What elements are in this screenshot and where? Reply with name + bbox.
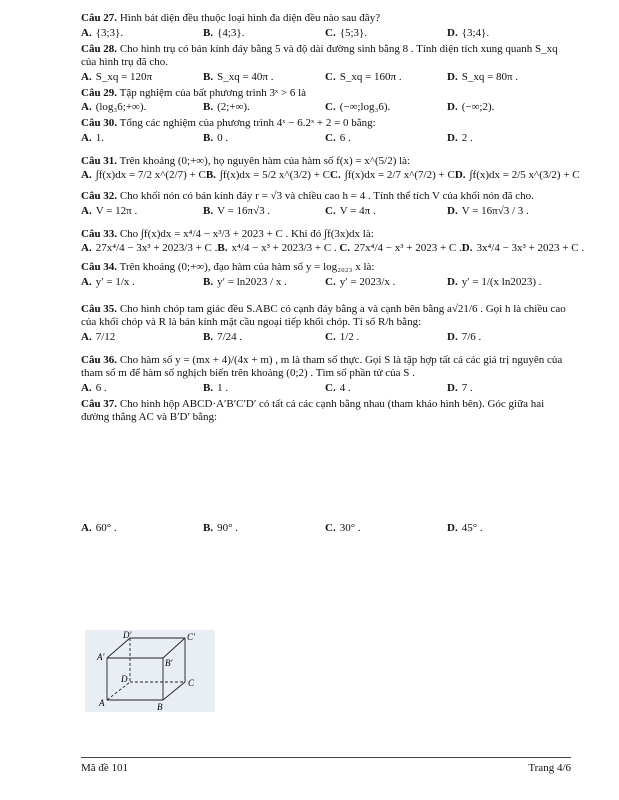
option-c[interactable] — [325, 70, 447, 84]
option-a[interactable] — [81, 131, 203, 145]
option-text: 45° . — [461, 521, 483, 534]
option-d[interactable] — [447, 70, 569, 84]
option-c[interactable] — [339, 241, 461, 255]
option-c[interactable] — [325, 275, 447, 289]
option-text: 1 . — [217, 381, 229, 394]
option-b[interactable] — [203, 381, 325, 395]
question-33 — [81, 227, 585, 256]
option-letter: A. — [81, 204, 92, 217]
option-letter: D. — [447, 101, 458, 113]
option-a[interactable] — [81, 26, 203, 40]
option-letter: A. — [81, 131, 92, 144]
option-d[interactable] — [447, 100, 569, 114]
option-letter: A. — [81, 101, 92, 113]
option-a[interactable] — [81, 241, 217, 255]
option-letter: A. — [81, 381, 92, 394]
option-letter: D. — [447, 131, 458, 144]
question-27 — [81, 12, 571, 40]
answer-options — [81, 381, 571, 395]
option-text: S_xq = 120π — [95, 70, 153, 83]
parallelepiped-diagram — [85, 630, 215, 712]
question-text: Cho hình chóp tam giác đều S.ABC có cạnh đáy bằng a và cạnh bên bằng a√21/6 . Gọi h là chiều cao của khối chóp và R là bán kính mặt cầu ngoại tiếp khối chóp. Tỉ số R/h bằng: — [81, 302, 566, 328]
answer-options — [81, 26, 571, 40]
option-a[interactable] — [81, 204, 203, 218]
option-letter: A. — [81, 169, 92, 181]
answer-options — [81, 70, 571, 84]
question-29 — [81, 87, 571, 115]
option-text: ∫f(x)dx = 2/7 x^(7/2) + C — [344, 169, 455, 181]
option-text: ∫f(x)dx = 7/2 x^(2/7) + C — [95, 169, 206, 181]
option-b[interactable] — [203, 70, 325, 84]
answer-options — [81, 330, 571, 344]
option-c[interactable] — [325, 204, 447, 218]
option-text: {3;3}. — [95, 26, 124, 39]
option-letter: B. — [203, 131, 214, 144]
option-text: x⁴/4 − x³ + 2023/3 + C . — [231, 242, 337, 254]
option-letter: D. — [447, 521, 458, 534]
option-b[interactable] — [203, 275, 325, 289]
option-b[interactable] — [203, 204, 325, 218]
label-A1: A′ — [97, 652, 105, 662]
label-D: D — [121, 674, 128, 684]
option-letter: C. — [325, 330, 336, 343]
answer-options — [81, 131, 571, 145]
option-text: 30° . — [339, 521, 361, 534]
label-A: A — [99, 698, 105, 708]
option-letter: C. — [325, 521, 336, 534]
exam-page — [81, 12, 585, 538]
question-text: Tổng các nghiệm của phương trình 4ˣ − 6.2ˣ + 2 = 0 bằng: — [119, 117, 376, 129]
question-text: Cho hình hộp ABCD·A′B′C′D′ có tất cả các cạnh bằng nhau (tham khảo hình bên). Góc giữa hai đường thẳng AC và B′D′ bằng: — [81, 397, 545, 423]
question-32 — [81, 190, 571, 218]
option-text: 7/24 . — [217, 330, 243, 343]
option-d[interactable] — [447, 275, 569, 289]
option-text: S_xq = 160π . — [339, 70, 402, 83]
option-letter: D. — [447, 330, 458, 343]
option-text: 4 . — [339, 381, 351, 394]
question-number: Câu 29. — [81, 86, 118, 99]
option-text: 60° . — [95, 521, 117, 534]
option-d[interactable] — [447, 381, 569, 395]
option-letter: B. — [203, 521, 214, 534]
answer-options — [81, 100, 571, 114]
option-letter: D. — [454, 169, 466, 181]
option-text: 3x⁴/4 − 3x³ + 2023 + C . — [476, 242, 585, 254]
question-text: Cho khối nón có bán kính đáy r = √3 và chiều cao h = 4 . Tính thể tích V của khối nón đã cho. — [119, 190, 534, 202]
question-28 — [81, 43, 571, 84]
option-text: {5;3}. — [339, 26, 368, 39]
option-text: V = 16π√3 / 3 . — [461, 204, 529, 217]
question-text: Hình bát diện đều thuộc loại hình đa diện đều nào sau đây? — [119, 12, 381, 24]
option-letter: C. — [325, 101, 336, 113]
option-text: 1. — [95, 131, 104, 144]
option-text: y′ = ln2023 / x . — [217, 275, 287, 288]
option-c[interactable] — [325, 330, 447, 344]
option-letter: C. — [325, 26, 336, 39]
label-B1: B′ — [165, 658, 173, 668]
option-a[interactable] — [81, 275, 203, 289]
question-30 — [81, 117, 571, 145]
answer-options — [81, 204, 571, 218]
option-letter: B. — [203, 26, 214, 39]
option-text: V = 12π . — [95, 204, 138, 217]
option-text: 7/6 . — [461, 330, 482, 343]
option-letter: B. — [203, 330, 214, 343]
option-a[interactable] — [81, 521, 203, 535]
option-letter: D. — [447, 70, 458, 83]
answer-options — [81, 241, 585, 255]
question-text: Trên khoảng (0;+∞), đạo hàm của hàm số y = log₂₀₂₃ x là: — [119, 261, 375, 273]
question-35 — [81, 303, 571, 344]
question-37 — [81, 398, 571, 535]
option-text: 27x⁴/4 − x³ + 2023 + C . — [354, 242, 462, 254]
option-letter: C. — [325, 70, 336, 83]
label-C: C — [188, 678, 195, 688]
question-text: Trên khoảng (0;+∞), họ nguyên hàm của hàm số f(x) = x^(5/2) là: — [119, 154, 411, 167]
option-letter: A. — [81, 330, 92, 343]
page-footer — [81, 757, 571, 774]
option-a[interactable] — [81, 168, 206, 182]
question-number: Câu 28. — [81, 42, 118, 55]
question-text: Cho hình trụ có bán kính đáy bằng 5 và độ dài đường sinh bằng 8 . Tính diện tích xung quanh S_xq của hình trụ đã cho. — [81, 42, 558, 68]
option-letter: A. — [81, 275, 92, 288]
option-letter: B. — [203, 70, 214, 83]
option-text: y′ = 2023/x . — [339, 275, 396, 288]
question-text: Cho ∫f(x)dx = x⁴/4 − x³/3 + 2023 + C . Khi đó ∫f(3x)dx là: — [119, 227, 374, 240]
option-text: 90° . — [217, 521, 238, 534]
question-36 — [81, 354, 571, 395]
question-number: Câu 33. — [81, 227, 118, 240]
option-c[interactable] — [325, 100, 447, 114]
question-34 — [81, 261, 571, 289]
option-text: {3;4}. — [461, 26, 490, 39]
option-text: 0 . — [217, 131, 229, 144]
option-d[interactable] — [447, 330, 569, 344]
option-text: y′ = 1/x . — [95, 275, 135, 288]
box-figure — [85, 630, 215, 712]
question-number: Câu 31. — [81, 154, 118, 167]
option-d[interactable] — [462, 241, 584, 255]
option-letter: A. — [81, 70, 92, 83]
answer-options — [81, 275, 571, 289]
option-text: (−∞;log₃6). — [339, 101, 391, 113]
label-B: B — [157, 702, 163, 712]
question-number: Câu 30. — [81, 117, 118, 129]
option-a[interactable] — [81, 70, 203, 84]
question-number: Câu 36. — [81, 353, 118, 366]
label-D1: D′ — [123, 630, 132, 640]
question-number: Câu 37. — [81, 397, 118, 410]
option-a[interactable] — [81, 330, 203, 344]
option-text: V = 4π . — [339, 204, 376, 217]
option-letter: D. — [447, 26, 458, 39]
option-letter: A. — [81, 26, 92, 39]
option-text: 6 . — [339, 131, 351, 144]
option-letter: A. — [81, 521, 92, 534]
question-text: Tập nghiệm của bất phương trình 3ˣ > 6 là — [119, 86, 307, 99]
option-text: 2 . — [461, 131, 473, 144]
exam-code: Mã đề 101 — [81, 762, 129, 774]
question-number: Câu 35. — [81, 302, 118, 315]
option-letter: B. — [203, 381, 214, 394]
option-text: S_xq = 80π . — [461, 70, 519, 83]
option-letter: C. — [325, 204, 336, 217]
option-d[interactable] — [455, 168, 580, 182]
option-letter: D. — [461, 242, 473, 254]
option-c[interactable] — [325, 131, 447, 145]
option-a[interactable] — [81, 381, 203, 395]
option-d[interactable] — [447, 131, 569, 145]
option-d[interactable] — [447, 204, 569, 218]
option-b[interactable] — [203, 100, 325, 114]
option-text: y′ = 1/(x ln2023) . — [461, 275, 542, 288]
answer-options — [81, 521, 571, 535]
option-text: (−∞;2). — [461, 101, 495, 113]
option-text: (log₃6;+∞). — [95, 101, 147, 113]
option-text: (2;+∞). — [217, 101, 250, 113]
option-letter: D. — [447, 204, 458, 217]
option-letter: C. — [325, 275, 336, 288]
option-letter: C. — [339, 242, 351, 254]
option-letter: B. — [205, 169, 216, 181]
option-c[interactable] — [325, 26, 447, 40]
answer-options — [81, 168, 580, 182]
option-letter: C. — [325, 131, 336, 144]
option-letter: C. — [325, 381, 336, 394]
option-letter: B. — [203, 204, 214, 217]
option-d[interactable] — [447, 521, 569, 535]
option-c[interactable] — [325, 381, 447, 395]
option-b[interactable] — [203, 521, 325, 535]
option-b[interactable] — [203, 26, 325, 40]
option-text: ∫f(x)dx = 2/5 x^(3/2) + C — [469, 169, 580, 181]
option-d[interactable] — [447, 26, 569, 40]
option-text: 27x⁴/4 − 3x³ + 2023/3 + C . — [95, 242, 218, 254]
option-letter: C. — [330, 169, 341, 181]
question-number: Câu 27. — [81, 12, 118, 24]
option-text: 7/12 — [95, 330, 116, 343]
option-b[interactable] — [203, 131, 325, 145]
option-letter: B. — [203, 101, 214, 113]
option-text: 6 . — [95, 381, 107, 394]
question-31 — [81, 154, 580, 183]
question-number: Câu 32. — [81, 190, 118, 202]
option-a[interactable] — [81, 100, 203, 114]
option-c[interactable] — [325, 521, 447, 535]
option-letter: B. — [203, 275, 214, 288]
option-letter: A. — [81, 242, 92, 254]
question-number: Câu 34. — [81, 261, 118, 273]
option-c[interactable] — [330, 168, 455, 182]
option-letter: B. — [217, 242, 228, 254]
option-letter: D. — [447, 275, 458, 288]
option-text: 1/2 . — [339, 330, 360, 343]
option-b[interactable] — [206, 168, 330, 182]
option-text: V = 16π√3 . — [217, 204, 271, 217]
question-text: Cho hàm số y = (mx + 4)/(4x + m) , m là tham số thực. Gọi S là tập hợp tất cả các giá trị nguyên của tham số m để hàm số nghịch biến trên khoảng (0;2) . Tìm số phần tử của S . — [81, 353, 563, 379]
option-text: ∫f(x)dx = 5/2 x^(3/2) + C — [219, 169, 331, 181]
label-C1: C′ — [187, 632, 195, 642]
page-number: Trang 4/6 — [528, 762, 571, 774]
option-letter: D. — [447, 381, 458, 394]
option-text: 7 . — [461, 381, 473, 394]
option-b[interactable] — [203, 330, 325, 344]
option-b[interactable] — [217, 241, 339, 255]
option-text: {4;3}. — [217, 26, 245, 39]
option-text: S_xq = 40π . — [217, 70, 274, 83]
